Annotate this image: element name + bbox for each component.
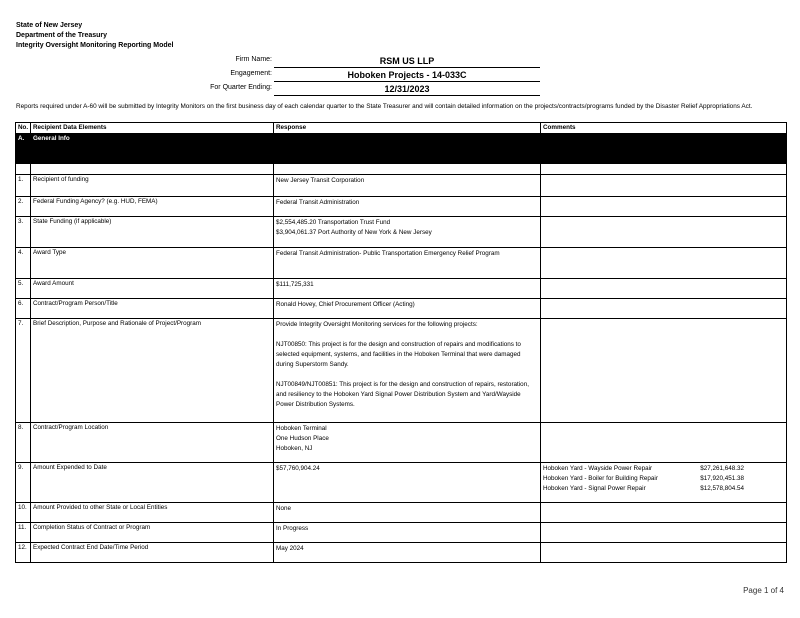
response-line: None (276, 505, 292, 512)
spacer-row (16, 164, 787, 175)
row-element: State Funding (if applicable) (31, 217, 274, 248)
row-element: Federal Funding Agency? (e.g. HUD, FEMA) (31, 197, 274, 217)
row-number: 4. (16, 248, 31, 279)
table-row (16, 299, 787, 319)
row-comments (541, 197, 787, 217)
row-response (274, 175, 541, 197)
response-line: Federal Transit Administration- Public Transportation Emergency Relief Program (276, 250, 500, 257)
table-row (16, 463, 787, 503)
section-title: General Info (31, 134, 274, 164)
row-comments (541, 279, 787, 299)
comment-line (543, 474, 784, 484)
comment-label: Hoboken Yard - Wayside Power Repair (543, 465, 653, 472)
response-line: May 2024 (276, 545, 304, 552)
row-element: Amount Expended to Date (31, 463, 274, 503)
row-response (274, 197, 541, 217)
table-row (16, 279, 787, 299)
table-row (16, 503, 787, 523)
table-row (16, 423, 787, 463)
comment-label: Hoboken Yard - Boiler for Building Repair (543, 475, 658, 482)
row-number: 11. (16, 523, 31, 543)
engagement-label: Engagement: (230, 70, 272, 77)
section-row (16, 134, 787, 164)
response-line: $3,904,061.37 Port Authority of New York & New Jersey (276, 229, 432, 236)
row-response (274, 248, 541, 279)
row-response (274, 217, 541, 248)
response-line: New Jersey Transit Corporation (276, 177, 365, 184)
response-line: Ronald Hovey, Chief Procurement Officer (Acting) (276, 301, 415, 308)
row-comments (541, 175, 787, 197)
row-element: Recipient of funding (31, 175, 274, 197)
row-comments (541, 248, 787, 279)
row-number: 6. (16, 299, 31, 319)
row-element: Award Type (31, 248, 274, 279)
table-row (16, 248, 787, 279)
header-department: Department of the Treasury (16, 32, 108, 39)
row-element: Expected Contract End Date/Time Period (31, 543, 274, 563)
comment-line (543, 484, 784, 494)
col-no-header: No. (16, 123, 31, 134)
response-line: In Progress (276, 525, 309, 532)
comment-amount: $12,578,804.54 (700, 485, 744, 492)
comment-amount: $17,920,451.38 (700, 475, 744, 482)
row-number: 9. (16, 463, 31, 503)
row-element: Award Amount (31, 279, 274, 299)
row-response (274, 523, 541, 543)
row-comments (541, 523, 787, 543)
row-number: 8. (16, 423, 31, 463)
response-line: One Hudson Place (276, 435, 329, 442)
row-response (274, 279, 541, 299)
response-line: $57,760,904.24 (276, 465, 320, 472)
response-line: NJT00849/NJT00851: This project is for the design and construction of repairs, restoration, and resiliency to the Hoboken Yard Signal Power Distribution System and Yard/Wayside Power Distribution Systems. (276, 381, 529, 408)
response-line: Hoboken Terminal (276, 425, 327, 432)
table-row (16, 543, 787, 563)
response-line: NJT00850: This project is for the design and construction of repairs and modifications to selected equipment, systems, and facilities in the Hoboken Terminal that were damaged during Superstorm Sandy. (276, 341, 521, 368)
quarter-label: For Quarter Ending: (210, 84, 272, 91)
row-number: 5. (16, 279, 31, 299)
row-response (274, 543, 541, 563)
row-number: 3. (16, 217, 31, 248)
table-row (16, 175, 787, 197)
page-number: Page 1 of 4 (743, 586, 784, 595)
row-comments (541, 503, 787, 523)
row-number: 12. (16, 543, 31, 563)
row-element: Contract/Program Person/Title (31, 299, 274, 319)
row-element: Completion Status of Contract or Program (31, 523, 274, 543)
row-comments (541, 217, 787, 248)
firm-value: RSM US LLP (274, 56, 540, 68)
firm-label: Firm Name: (235, 56, 272, 63)
row-response (274, 463, 541, 503)
row-element: Amount Provided to other State or Local Entities (31, 503, 274, 523)
row-response (274, 299, 541, 319)
col-elements-header: Recipient Data Elements (31, 123, 274, 134)
header-state: State of New Jersey (16, 22, 83, 29)
col-response-header: Response (274, 123, 541, 134)
row-response (274, 503, 541, 523)
report-table (15, 122, 787, 563)
row-element: Contract/Program Location (31, 423, 274, 463)
quarter-value: 12/31/2023 (274, 84, 540, 96)
comment-line (543, 464, 784, 474)
header-model: Integrity Oversight Monitoring Reporting Model (16, 42, 174, 49)
response-line: $2,554,485.20 Transportation Trust Fund (276, 219, 391, 226)
row-number: 2. (16, 197, 31, 217)
response-line: $111,725,331 (276, 281, 314, 288)
row-number: 7. (16, 319, 31, 423)
row-comments (541, 463, 787, 503)
row-comments (541, 423, 787, 463)
table-header-row (16, 123, 787, 134)
response-line: Provide Integrity Oversight Monitoring services for the following projects: (276, 321, 478, 328)
response-line: Hoboken, NJ (276, 445, 313, 452)
comment-label: Hoboken Yard - Signal Power Repair (543, 485, 646, 492)
table-row (16, 523, 787, 543)
row-comments (541, 319, 787, 423)
row-element: Brief Description, Purpose and Rationale of Project/Program (31, 319, 274, 423)
table-row (16, 197, 787, 217)
col-comments-header: Comments (541, 123, 787, 134)
row-comments (541, 543, 787, 563)
engagement-value: Hoboken Projects - 14-033C (274, 70, 540, 82)
table-row (16, 319, 787, 423)
row-number: 1. (16, 175, 31, 197)
row-response (274, 423, 541, 463)
table-row (16, 217, 787, 248)
section-no: A. (16, 134, 31, 164)
row-response (274, 319, 541, 423)
row-comments (541, 299, 787, 319)
row-number: 10. (16, 503, 31, 523)
intro-text: Reports required under A-60 will be submitted by Integrity Monitors on the first business day of each calendar quarter to the State Treasurer and will contain detailed information on the projects/contracts/programs funded by the Disaster Relief Appropriations Act. (16, 103, 753, 110)
document-header (16, 21, 174, 51)
comment-amount: $27,261,648.32 (700, 465, 744, 472)
response-line: Federal Transit Administration (276, 199, 360, 206)
